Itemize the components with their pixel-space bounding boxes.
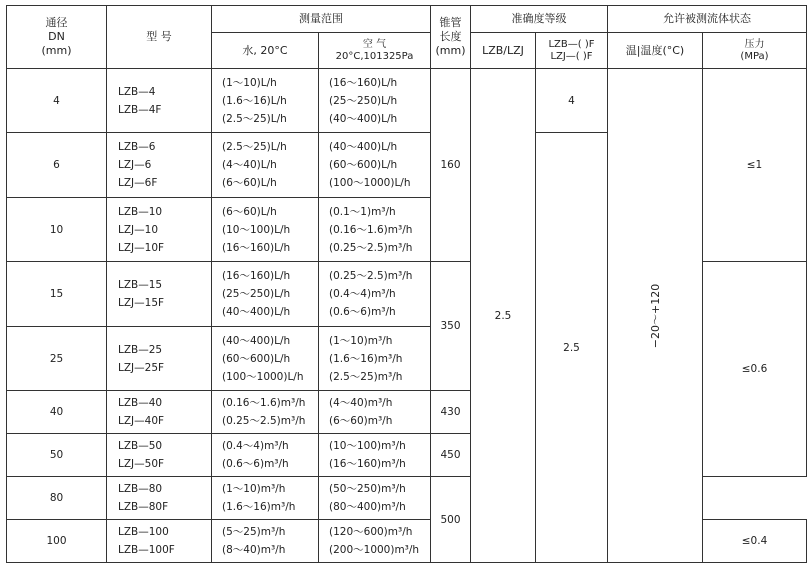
- pressure-cell: ≤0.4: [703, 520, 807, 563]
- air-range-cell: (120～600)m³/h (200～1000)m³/h: [329, 526, 420, 556]
- air-range-cell: (10～100)m³/h (16～160)m³/h: [329, 440, 406, 470]
- length-cell: 350: [431, 262, 471, 391]
- temperature-value: −20～+120: [649, 283, 662, 348]
- water-range-cell: (6～60)L/h (10～100)L/h (16～160)L/h: [222, 205, 291, 254]
- dn-cell: 4: [7, 69, 107, 133]
- header-water: 水, 20°C: [212, 33, 319, 69]
- length-cell: 500: [431, 477, 471, 563]
- header-pressure: 压力 (MPa): [703, 33, 807, 69]
- length-cell: 160: [431, 69, 471, 262]
- water-range-cell: (5～25)m³/h (8～40)m³/h: [222, 526, 286, 556]
- dn-cell: 6: [7, 133, 107, 198]
- header-acc-f: LZB—( )F LZJ—( )F: [536, 33, 608, 69]
- header-cone-length: 锥管 长度 (mm): [431, 6, 471, 69]
- length-cell: 430: [431, 391, 471, 434]
- air-range-cell: (40～400)L/h (60～600)L/h (100～1000)L/h: [329, 141, 411, 189]
- header-dn: 通径 DN (mm): [7, 6, 107, 69]
- model-cell: LZB—15 LZJ—15F: [118, 279, 165, 309]
- flowmeter-spec-table: [6, 5, 807, 563]
- air-range-cell: (50～250)m³/h (80～400)m³/h: [329, 483, 406, 513]
- dn-cell: 80: [7, 477, 107, 520]
- header-measure-range: 测量范围: [212, 6, 431, 33]
- air-range-cell: (16～160)L/h (25～250)L/h (40～400)L/h: [329, 76, 398, 125]
- water-range-cell: (0.16～1.6)m³/h (0.25～2.5)m³/h: [222, 397, 306, 427]
- header-fluid-state: 允许被测流体状态: [608, 6, 807, 33]
- air-range-cell: (0.25～2.5)m³/h (0.4～4)m³/h (0.6～6)m³/h: [329, 270, 413, 318]
- model-cell: LZB—10 LZJ—10 LZJ—10F: [118, 205, 165, 254]
- water-range-cell: (16～160)L/h (25～250)L/h (40～400)L/h: [222, 270, 291, 318]
- pressure-cell: ≤0.6: [703, 262, 807, 477]
- dn-cell: 100: [7, 520, 107, 563]
- model-cell: LZB—40 LZJ—40F: [118, 397, 165, 427]
- dn-cell: 25: [7, 327, 107, 391]
- header-air: 空 气 20°C,101325Pa: [319, 33, 431, 69]
- header-model: 型 号: [107, 6, 212, 69]
- length-cell: 450: [431, 434, 471, 477]
- water-range-cell: (40～400)L/h (60～600)L/h (100～1000)L/h: [222, 334, 304, 383]
- water-range-cell: (0.4～4)m³/h (0.6～6)m³/h: [222, 440, 289, 470]
- air-range-cell: (4～40)m³/h (6～60)m³/h: [329, 397, 393, 427]
- dn-cell: 15: [7, 262, 107, 327]
- model-cell: LZB—25 LZJ—25F: [118, 343, 165, 374]
- dn-cell: 50: [7, 434, 107, 477]
- accuracy-f-cell: 4: [536, 69, 608, 133]
- dn-cell: 10: [7, 198, 107, 262]
- accuracy-f-cell: 2.5: [536, 133, 608, 563]
- header-accuracy: 准确度等级: [471, 6, 608, 33]
- pressure-cell: ≤1: [703, 69, 807, 262]
- temperature-cell: [608, 69, 703, 563]
- model-cell: LZB—50 LZJ—50F: [118, 440, 165, 470]
- air-range-cell: (1～10)m³/h (1.6～16)m³/h (2.5～25)m³/h: [329, 334, 403, 383]
- dn-cell: 40: [7, 391, 107, 434]
- water-range-cell: (1～10)m³/h (1.6～16)m³/h: [222, 483, 296, 513]
- water-range-cell: (2.5～25)L/h (4～40)L/h (6～60)L/h: [222, 141, 287, 189]
- air-range-cell: (0.1～1)m³/h (0.16～1.6)m³/h (0.25～2.5)m³/h: [329, 205, 413, 254]
- model-cell: LZB—80 LZB—80F: [118, 483, 169, 513]
- model-cell: LZB—100 LZB—100F: [118, 526, 175, 556]
- model-cell: LZB—6 LZJ—6 LZJ—6F: [118, 141, 158, 189]
- water-range-cell: (1～10)L/h (1.6～16)L/h (2.5～25)L/h: [222, 76, 287, 125]
- accuracy-lzb-lzj-cell: 2.5: [471, 69, 536, 563]
- header-temperature: 温|温度(°C): [608, 33, 703, 69]
- model-cell: LZB—4 LZB—4F: [118, 85, 162, 116]
- header-acc-lzb-lzj: LZB/LZJ: [471, 33, 536, 69]
- table-row: [7, 69, 807, 133]
